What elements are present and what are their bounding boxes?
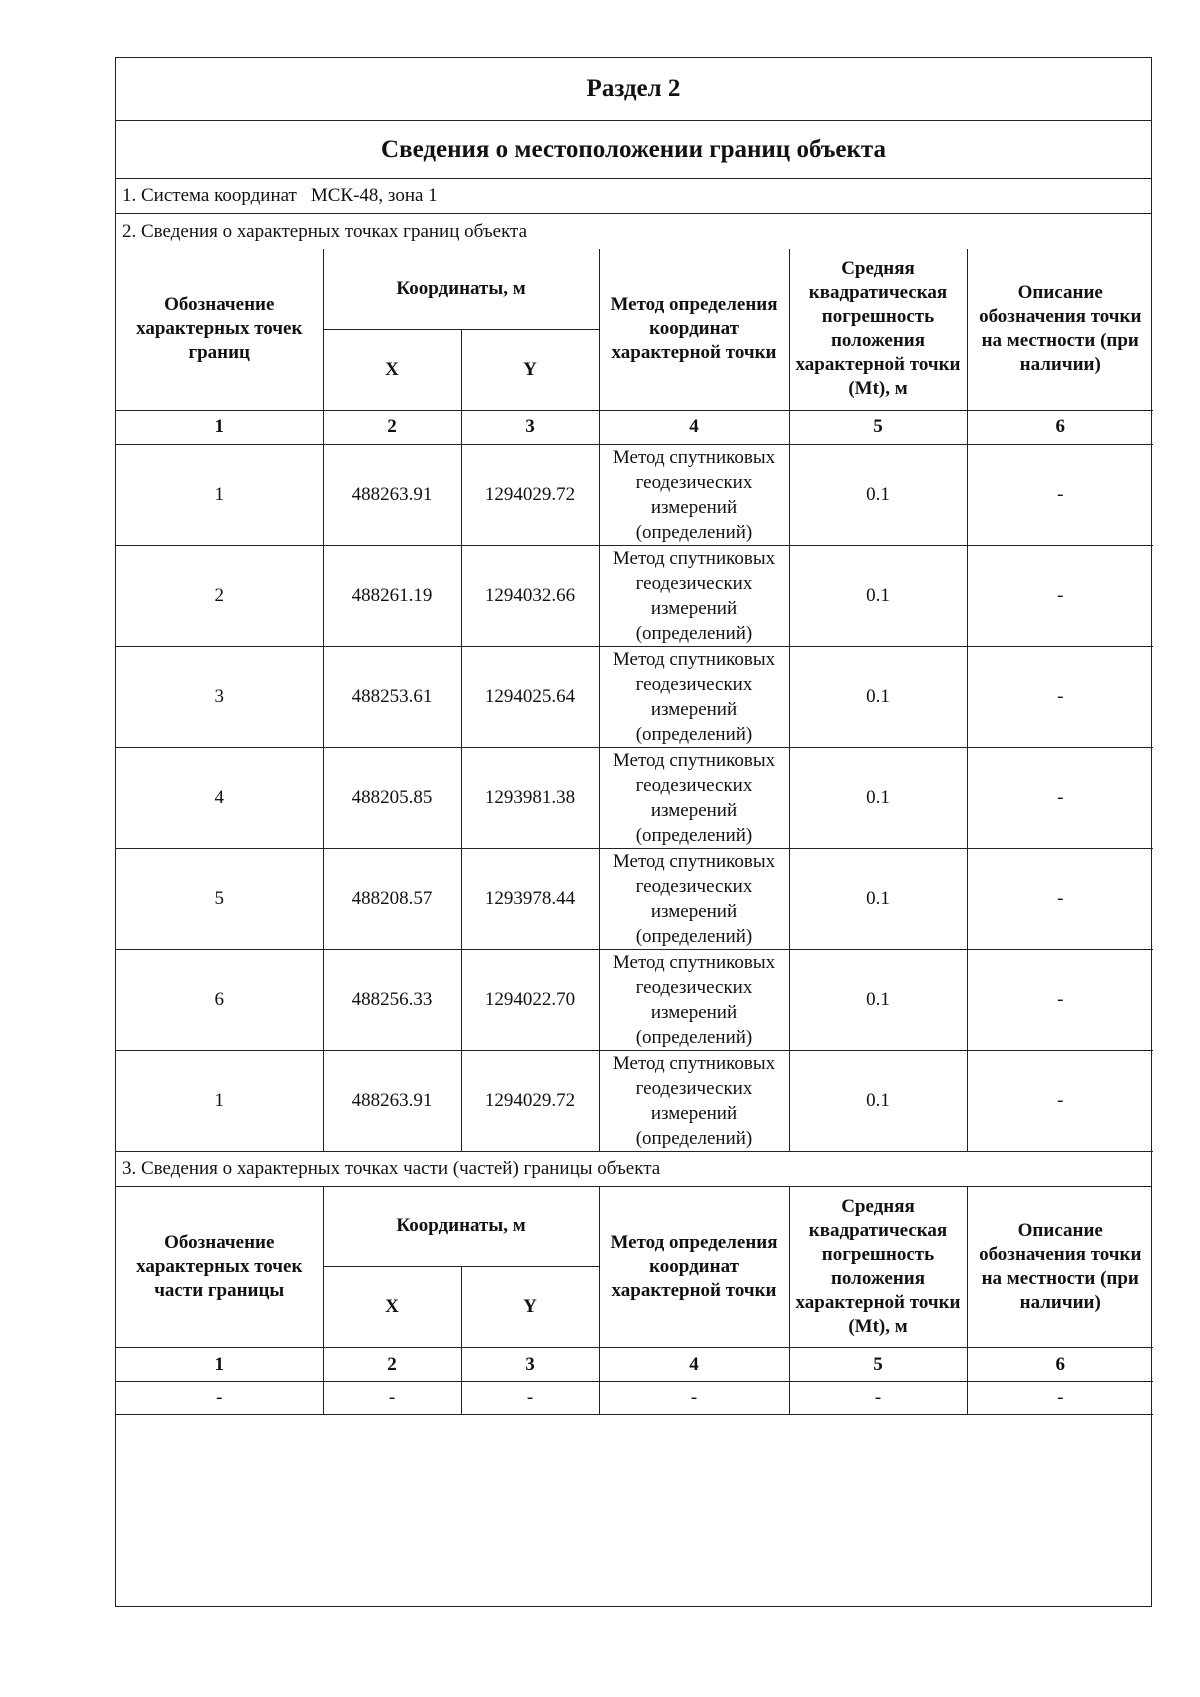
point-y: 1294022.70 — [461, 949, 599, 1050]
point-id: 1 — [116, 1050, 323, 1151]
point-mt: 0.1 — [789, 646, 967, 747]
point-method: Метод спутниковых геодезических измерений (определений) — [599, 747, 789, 848]
column-numbers-row — [116, 410, 1153, 444]
header-x: X — [323, 329, 461, 410]
point-method: Метод спутниковых геодезических измерений (определений) — [599, 646, 789, 747]
parts-cell: - — [461, 1382, 599, 1415]
point-description: - — [967, 949, 1153, 1050]
table-row — [116, 545, 1153, 646]
point-description: - — [967, 646, 1153, 747]
table-row — [116, 848, 1153, 949]
point-id: 1 — [116, 444, 323, 545]
table-row — [116, 949, 1153, 1050]
point-method: Метод спутниковых геодезических измерений (определений) — [599, 444, 789, 545]
header-method: Метод определения координат характерной точки — [599, 249, 789, 410]
point-y: 1294029.72 — [461, 444, 599, 545]
point-y: 1294032.66 — [461, 545, 599, 646]
column-number: 3 — [461, 1348, 599, 1382]
parts-cell: - — [116, 1382, 323, 1415]
points-table — [116, 249, 1153, 1152]
point-method: Метод спутниковых геодезических измерений (определений) — [599, 848, 789, 949]
point-id: 4 — [116, 747, 323, 848]
column-number: 6 — [967, 410, 1153, 444]
point-description: - — [967, 444, 1153, 545]
document-frame — [115, 57, 1152, 1607]
point-x: 488208.57 — [323, 848, 461, 949]
header-designation-parts: Обозначение характерных точек части границы — [116, 1187, 323, 1348]
column-number: 3 — [461, 410, 599, 444]
header-description: Описание обозначения точки на местности (при наличии) — [967, 249, 1153, 410]
table-row — [116, 646, 1153, 747]
table-row — [116, 1050, 1153, 1151]
table-row — [116, 1382, 1153, 1415]
header-description: Описание обозначения точки на местности (при наличии) — [967, 1187, 1153, 1348]
header-error: Средняя квадратическая погрешность положения характерной точки (Mt), м — [789, 1187, 967, 1348]
coord-system-label: 1. Система координат — [122, 185, 297, 206]
point-description: - — [967, 848, 1153, 949]
point-mt: 0.1 — [789, 949, 967, 1050]
point-method: Метод спутниковых геодезических измерений (определений) — [599, 949, 789, 1050]
column-number: 4 — [599, 1348, 789, 1382]
column-number: 6 — [967, 1348, 1153, 1382]
point-x: 488261.19 — [323, 545, 461, 646]
coord-system-line — [116, 179, 1151, 214]
column-number: 1 — [116, 410, 323, 444]
point-x: 488263.91 — [323, 444, 461, 545]
point-description: - — [967, 1050, 1153, 1151]
point-x: 488253.61 — [323, 646, 461, 747]
point-y: 1293978.44 — [461, 848, 599, 949]
point-mt: 0.1 — [789, 747, 967, 848]
column-number: 5 — [789, 1348, 967, 1382]
section-subtitle: Сведения о местоположении границ объекта — [116, 121, 1151, 179]
point-mt: 0.1 — [789, 545, 967, 646]
header-coords: Координаты, м — [323, 249, 599, 329]
parts-cell: - — [599, 1382, 789, 1415]
header-designation: Обозначение характерных точек границ — [116, 249, 323, 410]
point-id: 5 — [116, 848, 323, 949]
parts-heading: 3. Сведения о характерных точках части (частей) границы объекта — [116, 1152, 1151, 1187]
parts-cell: - — [967, 1382, 1153, 1415]
parts-table — [116, 1187, 1153, 1416]
parts-cell: - — [323, 1382, 461, 1415]
points-heading: 2. Сведения о характерных точках границ объекта — [122, 220, 528, 242]
header-x: X — [323, 1267, 461, 1348]
point-y: 1293981.38 — [461, 747, 599, 848]
header-method: Метод определения координат характерной точки — [599, 1187, 789, 1348]
point-mt: 0.1 — [789, 1050, 967, 1151]
column-number: 1 — [116, 1348, 323, 1382]
point-id: 6 — [116, 949, 323, 1050]
point-method: Метод спутниковых геодезических измерений (определений) — [599, 545, 789, 646]
point-id: 3 — [116, 646, 323, 747]
column-number: 5 — [789, 410, 967, 444]
point-id: 2 — [116, 545, 323, 646]
point-x: 488256.33 — [323, 949, 461, 1050]
point-x: 488263.91 — [323, 1050, 461, 1151]
table-row — [116, 747, 1153, 848]
section-title: Раздел 2 — [116, 58, 1151, 121]
point-mt: 0.1 — [789, 444, 967, 545]
coord-system-value: МСК-48, зона 1 — [310, 185, 438, 206]
header-error: Средняя квадратическая погрешность положения характерной точки (Mt), м — [789, 249, 967, 410]
column-number: 4 — [599, 410, 789, 444]
point-description: - — [967, 545, 1153, 646]
header-coords: Координаты, м — [323, 1187, 599, 1267]
point-y: 1294025.64 — [461, 646, 599, 747]
header-y: Y — [461, 1267, 599, 1348]
table-row — [116, 444, 1153, 545]
column-number: 2 — [323, 410, 461, 444]
point-mt: 0.1 — [789, 848, 967, 949]
point-method: Метод спутниковых геодезических измерений (определений) — [599, 1050, 789, 1151]
column-numbers-row — [116, 1348, 1153, 1382]
parts-cell: - — [789, 1382, 967, 1415]
point-x: 488205.85 — [323, 747, 461, 848]
header-y: Y — [461, 329, 599, 410]
point-y: 1294029.72 — [461, 1050, 599, 1151]
point-description: - — [967, 747, 1153, 848]
column-number: 2 — [323, 1348, 461, 1382]
